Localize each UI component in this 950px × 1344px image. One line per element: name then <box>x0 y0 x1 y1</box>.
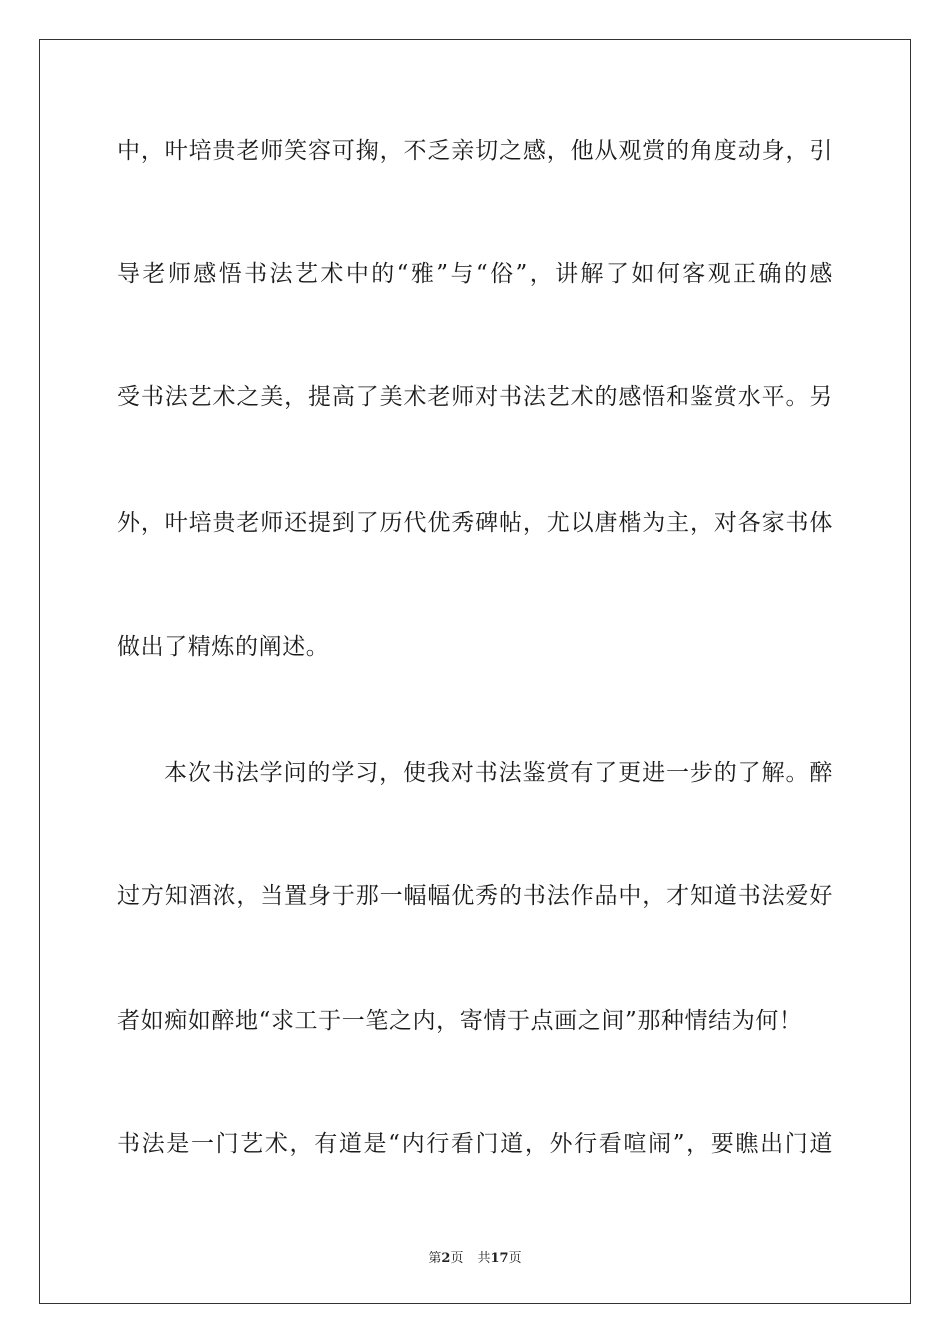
paragraph-line: 做出了精炼的阐述。 <box>117 634 330 660</box>
footer-total-pages: 17 <box>490 1251 509 1266</box>
footer-total-suffix: 页 <box>508 1251 522 1266</box>
paragraph-line: 导老师感悟书法艺术中的“雅”与“俗”，讲解了如何客观正确的感 <box>117 261 833 287</box>
footer-page-suffix: 页 <box>450 1251 464 1266</box>
paragraph-line: 过方知酒浓，当置身于那一幅幅优秀的书法作品中，才知道书法爱好 <box>117 883 833 909</box>
footer-page-number: 2 <box>441 1251 451 1266</box>
footer-total-prefix: 共 <box>477 1251 491 1266</box>
paragraph-line: 书法是一门艺术，有道是“内行看门道，外行看喧闹”，要瞧出门道 <box>117 1131 833 1157</box>
footer-page-prefix: 第 <box>428 1251 442 1266</box>
paragraph-line: 本次书法学问的学习，使我对书法鉴赏有了更进一步的了解。醉 <box>164 760 833 786</box>
paragraph-line: 中，叶培贵老师笑容可掬，不乏亲切之感，他从观赏的角度动身，引 <box>117 138 833 164</box>
paragraph-line: 外，叶培贵老师还提到了历代优秀碑帖，尤以唐楷为主，对各家书体 <box>117 510 833 536</box>
page-footer <box>0 1247 950 1266</box>
paragraph-line: 者如痴如醉地“求工于一笔之内，寄情于点画之间”那种情结为何！ <box>117 1008 803 1034</box>
paragraph-line: 受书法艺术之美，提高了美术老师对书法艺术的感悟和鉴赏水平。另 <box>117 384 833 410</box>
